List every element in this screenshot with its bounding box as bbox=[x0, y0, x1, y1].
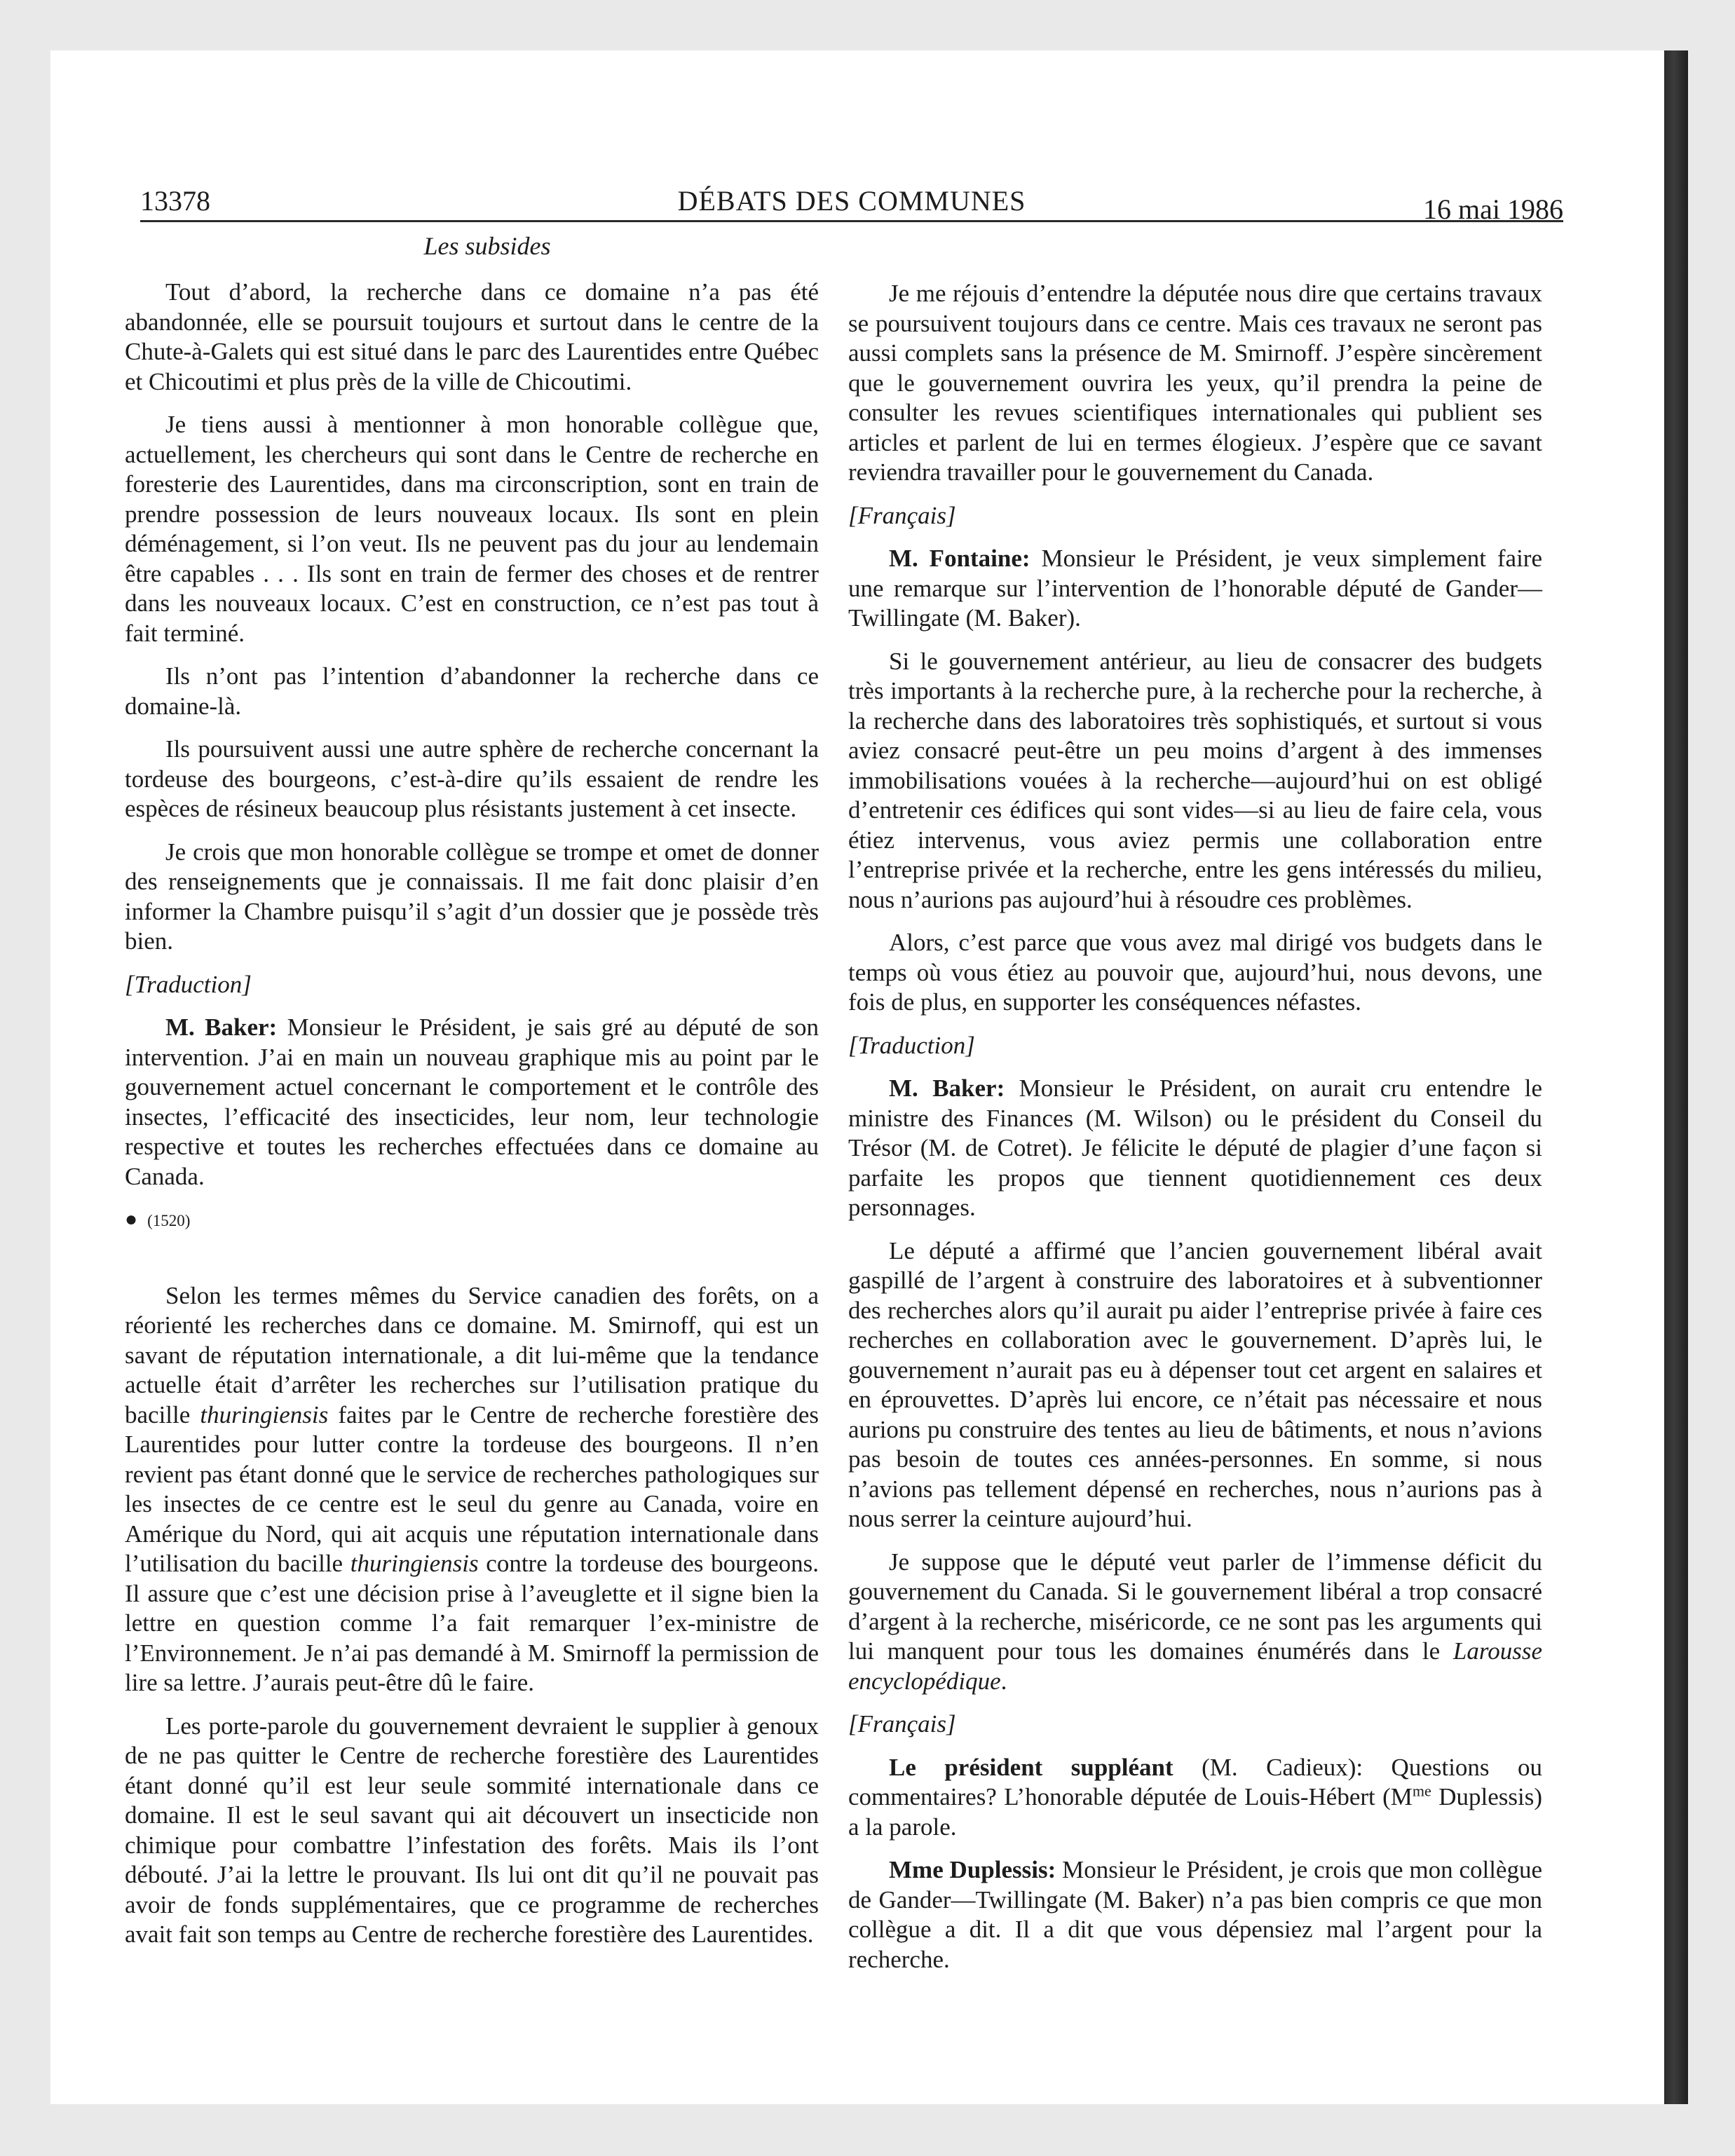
paragraph: Les porte-parole du gouvernement devraient le supplier à genoux de ne pas quitter le Centre de recherche forestière des Laurentides étant donné qu’il est leur seule sommité internationale dans ce domaine. Il est le seul savant qui ait découvert un insecticide non chimique pour combattre l’infestation des forêts. Mais ils l’ont débouté. J’ai la lettre le prouvant. Ils lui ont dit qu’il ne pouvait pas avoir de fonds supplémentaires, que ce programme de recherches avait fait son temps au Centre de recherche forestière des Laurentides. bbox=[125, 1712, 819, 1948]
speaker-name: M. Fontaine: bbox=[889, 545, 1030, 572]
paragraph: Je tiens aussi à mentionner à mon honorable collègue que, actuellement, les chercheurs qui sont dans le Centre de recherche en foresterie des Laurentides, dans ma circonscription, sont en train de prendre possession de leurs nouveaux locaux. Ils sont en plein déménagement, si l’on veut. Ils ne peuvent pas du jour au lendemain être capables . . . Ils sont en train de fermer des choses et de rentrer dans les nouveaux locaux. C’est en construction, ce n’est pas tout à fait terminé. bbox=[125, 411, 819, 647]
speech-paragraph bbox=[848, 1074, 1542, 1223]
page-number: 13378 bbox=[140, 185, 210, 217]
language-tag: [Français] bbox=[848, 1710, 956, 1738]
publication-title: DÉBATS DES COMMUNES bbox=[677, 185, 1026, 217]
speech-text: Monsieur le Président, je sais gré au député de son intervention. J’ai en main un nouveau graphique mis au point par le gouvernement actuel concernant le comportement et le contrôle des insectes, l’efficacité des insecticides, leur nom, leur technologie respective et toutes les recherches effectuées dans ce domaine au Canada. bbox=[125, 1014, 819, 1190]
speaker-name: Le président suppléant bbox=[889, 1753, 1173, 1781]
paragraph: Ils poursuivent aussi une autre sphère de recherche concernant la tordeuse des bourgeons, c’est-à-dire qu’ils essaient de rendre les espèces de résineux beaucoup plus résistants justement à cet insecte. bbox=[125, 735, 819, 822]
bullet-icon: ● bbox=[125, 1208, 138, 1231]
speech-paragraph bbox=[125, 1013, 819, 1192]
speech-text: Duplessis) a la parole. bbox=[848, 1783, 1542, 1841]
section-title: Les subsides bbox=[423, 232, 551, 260]
paragraph bbox=[125, 1281, 819, 1698]
paragraph bbox=[848, 1548, 1542, 1697]
left-column bbox=[125, 278, 819, 1963]
paragraph: Tout d’abord, la recherche dans ce domaine n’a pas été abandonnée, elle se poursuit toujours et surtout dans le centre de la Chute-à-Galets qui est situé dans le parc des Laurentides entre Québec et Chicoutimi et plus près de la ville de Chicoutimi. bbox=[125, 278, 819, 395]
speaker-name: M. Baker: bbox=[165, 1014, 278, 1041]
superscript: me bbox=[1412, 1782, 1431, 1800]
italic-term: thuringiensis bbox=[200, 1400, 329, 1428]
italic-term: Larousse encyclopédique bbox=[848, 1637, 1542, 1695]
speech-paragraph bbox=[848, 1855, 1542, 1974]
speech-text: Questions ou commentaires? L’honorable députée de Louis-Hébert (M bbox=[848, 1753, 1542, 1810]
time-marker bbox=[125, 1205, 819, 1236]
paragraph: Ils n’ont pas l’intention d’abandonner la recherche dans ce domaine-là. bbox=[125, 662, 819, 720]
paragraph: Alors, c’est parce que vous avez mal dirigé vos budgets dans le temps où vous étiez au pouvoir que, aujourd’hui, nous devons, une fois de plus, en supporter les conséquences néfastes. bbox=[848, 929, 1542, 1016]
text-run: contre la tordeuse des bourgeons. Il assure que c’est une décision prise à l’aveuglette et il signe bien la lettre en question comme l’a fait remarquer l’ex-ministre de l’Environnement. Je n’ai pas demandé à M. Smirnoff la permission de lire sa lettre. J’aurais peut-être dû le faire. bbox=[125, 1550, 819, 1696]
speech-text: Monsieur le Président, je crois que mon collègue de Gander—Twillingate (M. Baker) n’a pas bien compris ce que mon collègue a dit. Il a dit que vous dépensiez mal l’argent pour la recherche. bbox=[848, 1856, 1543, 1973]
time-marker-text: (1520) bbox=[147, 1212, 191, 1229]
language-tag: [Traduction] bbox=[848, 1031, 975, 1059]
scan-edge bbox=[1664, 50, 1688, 2104]
speech-text: Monsieur le Président, je veux simplement faire une remarque sur l’intervention de l’honorable député de Gander—Twillingate (M. Baker). bbox=[848, 545, 1542, 632]
text-run: faites par le Centre de recherche forestière des Laurentides pour lutter contre la tordeuse des bourgeons. Il n’en revient pas étant donné que le service de recherches pathologiques sur les insectes de ce centre est le seul du genre au Canada, voire en Amérique du Nord, qui ait acquis une réputation internationale dans l’utilisation du bacille bbox=[125, 1400, 819, 1577]
speech-paragraph bbox=[848, 1753, 1542, 1843]
speaker-name: Mme Duplessis: bbox=[889, 1856, 1056, 1883]
page-header bbox=[140, 178, 1563, 225]
text-run: Selon les termes mêmes du Service canadien des forêts, on a réorienté les recherches dans ce domaine. M. Smirnoff, qui est un savant de réputation internationale, a dit lui-même que la tendance actuelle était d’arrêter les recherches sur l’utilisation pratique du bacille bbox=[125, 1281, 819, 1428]
text-run: Je suppose que le député veut parler de l’immense déficit du gouvernement du Canada. Si le gouvernement libéral a trop consacré d’argent à la recherche, miséricorde, ce ne sont pas les arguments qui lui manquent pour tous les domaines énumérés dans le bbox=[848, 1548, 1542, 1665]
right-column bbox=[848, 279, 1542, 1988]
publication-date: 16 mai 1986 bbox=[1423, 193, 1563, 225]
language-tag: [Traduction] bbox=[125, 970, 252, 998]
speech-paragraph bbox=[848, 544, 1542, 634]
paragraph: Le député a affirmé que l’ancien gouvernement libéral avait gaspillé de l’argent à construire des laboratoires et à subventionner des recherches alors qu’il aurait pu aider l’entreprise privée à faire ces recherches en collaboration avec le gouvernement. D’après lui, le gouvernement n’aurait pas eu à dépenser tout cet argent en salaires et en éprouvettes. D’après lui encore, ce n’était pas nécessaire et nous aurions pu construire des tentes au lieu de bâtiments, et nous n’avions pas besoin de toutes ces années-personnes. En somme, si nous n’avions pas tellement dépensé en recherches, nous n’aurions pas à nous serrer la ceinture aujourd’hui. bbox=[848, 1236, 1542, 1532]
paragraph: Je crois que mon honorable collègue se trompe et omet de donner des renseignements que je connaissais. Il me fait donc plaisir d’en informer la Chambre puisqu’il s’agit d’un dossier que je possède très bien. bbox=[125, 838, 819, 955]
language-tag: [Français] bbox=[848, 501, 956, 529]
text-run: . bbox=[1000, 1667, 1007, 1695]
speech-text: Monsieur le Président, on aurait cru entendre le ministre des Finances (M. Wilson) ou le président du Conseil du Trésor (M. de Cotret). Je félicite le député de plagier d’une façon si parfaite les propos que tiennent quotidiennement ces deux personnages. bbox=[848, 1074, 1542, 1221]
paragraph: Si le gouvernement antérieur, au lieu de consacrer des budgets très importants à la recherche pure, à la recherche pour la recherche, à la recherche dans des laboratoires très sophistiqués, et surtout si vous aviez consacré peut-être un peu moins d’argent à des immenses immobilisations vouées à la recherche—aujourd’hui on est obligé d’entretenir ces édifices qui sont vides—si au lieu de faire cela, vous étiez intervenus, vous aviez permis une collaboration entre l’entreprise privée et la recherche, entre les gens intéressés du milieu, nous n’aurions pas aujourd’hui à résoudre ces problèmes. bbox=[848, 647, 1542, 913]
paragraph: Je me réjouis d’entendre la députée nous dire que certains travaux se poursuivent toujours dans ce centre. Mais ces travaux ne seront pas aussi complets sans la présence de M. Smirnoff. J’espère sincèrement que le gouvernement ouvrira les yeux, qu’il prendra la peine de consulter les revues scientifiques internationales qui publient ses articles et parlent de lui en termes élogieux. J’espère que ce savant reviendra travailler pour le gouvernement du Canada. bbox=[848, 280, 1542, 486]
speaker-name: M. Baker: bbox=[889, 1074, 1005, 1102]
italic-term: thuringiensis bbox=[350, 1550, 479, 1577]
speaker-riding: (M. Cadieux): bbox=[1173, 1753, 1363, 1781]
